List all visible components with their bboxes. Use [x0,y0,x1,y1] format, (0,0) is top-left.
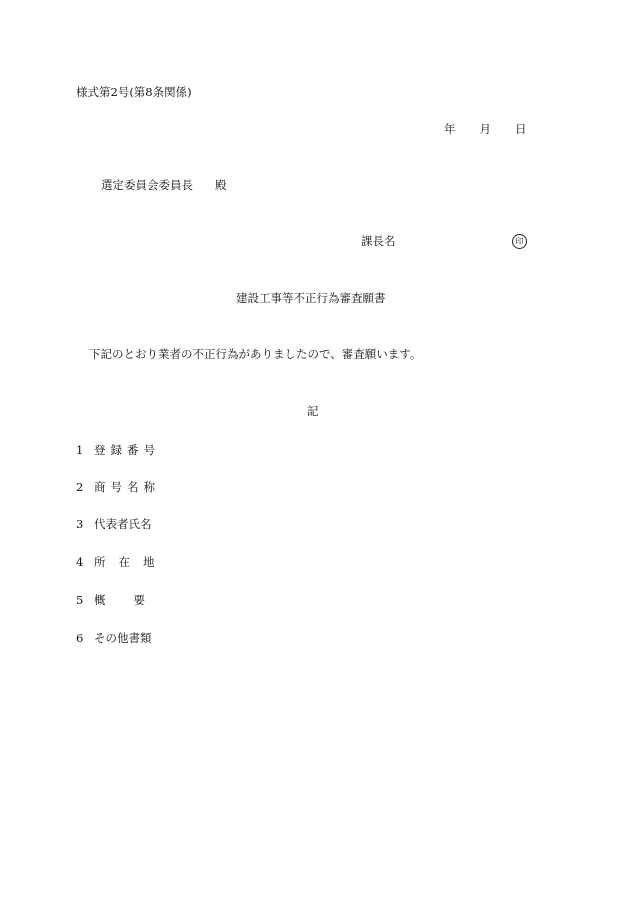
item-label: 概要 [94,593,173,607]
item-number: 4 [76,555,84,569]
ki-heading: 記 [307,404,319,418]
addressee-name: 選定委員会委員長 [101,178,193,192]
month-label: 月 [479,122,491,136]
item-number: 2 [76,480,84,494]
year-label: 年 [444,122,456,136]
addressee [101,180,227,192]
sender-title: 課長名 [361,234,396,248]
document-title: 建設工事等不正行為審査願書 [236,291,386,305]
date-line [444,124,527,136]
body-text: 下記のとおり業者の不正行為がありましたので、審査願います。 [89,347,422,361]
list-item [76,445,160,457]
item-label: 代表者氏名 [94,517,152,531]
seal-mark: 印 [512,234,527,249]
addressee-honorific: 殿 [215,178,227,192]
list-item [76,557,168,569]
list-item [76,633,152,645]
list-item [76,482,160,494]
form-number: 様式第2号(第8条関係) [76,85,192,99]
item-number: 5 [76,593,84,607]
item-number: 1 [76,443,84,457]
item-label: 所在地 [94,555,168,569]
list-item [76,519,152,531]
item-number: 6 [76,631,84,645]
day-label: 日 [515,122,527,136]
item-label: 商号名称 [94,480,160,494]
item-label: 登録番号 [94,443,160,457]
item-number: 3 [76,517,84,531]
item-label: その他書類 [94,631,152,645]
list-item [76,595,173,607]
